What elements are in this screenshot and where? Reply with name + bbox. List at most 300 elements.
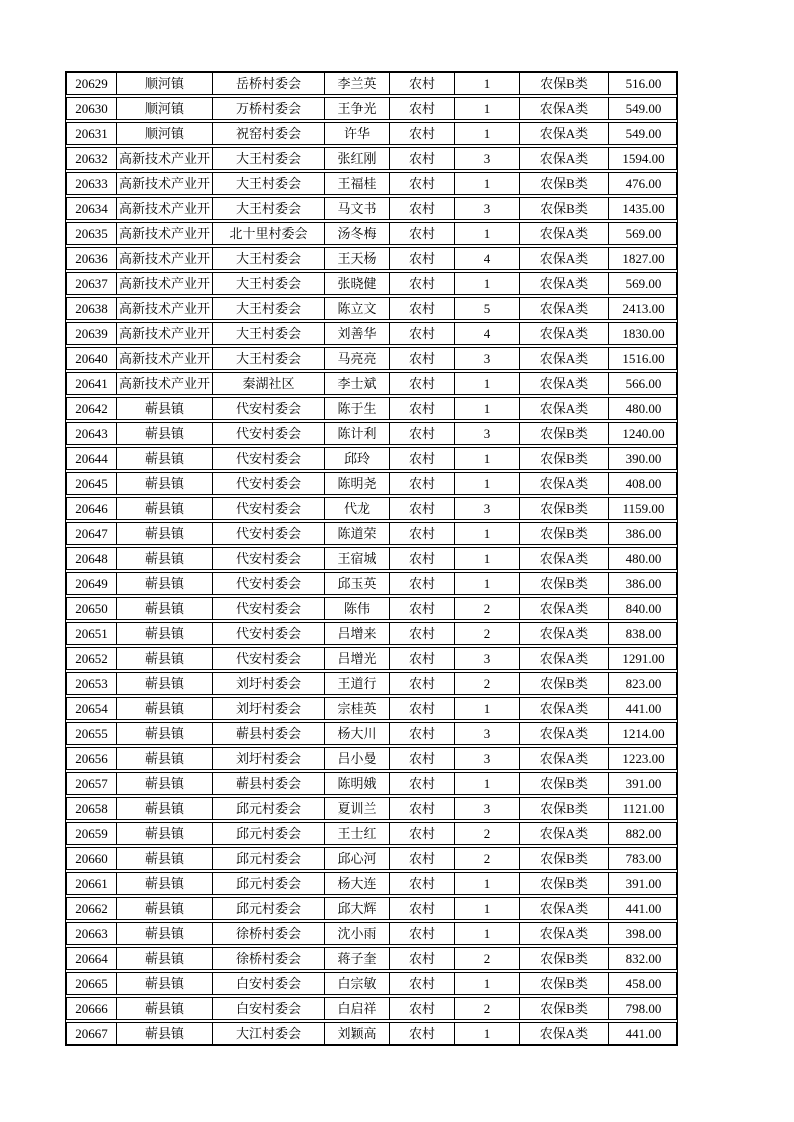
cell-person-name: 王道行 (325, 673, 390, 694)
cell-person-name: 张晓健 (325, 273, 390, 294)
cell-household-type: 农村 (390, 373, 455, 394)
cell-insurance-category: 农保B类 (520, 448, 609, 469)
table-row (66, 847, 677, 870)
cell-town: 顺河镇 (117, 73, 213, 94)
cell-person-name: 邱心河 (325, 848, 390, 869)
cell-amount: 441.00 (625, 1026, 662, 1041)
cell-town: 蕲县镇 (117, 648, 213, 669)
cell-serial: 20655 (67, 723, 117, 744)
cell-household-type: 农村 (390, 598, 455, 619)
cell-insurance-category: 农保B类 (520, 798, 609, 819)
cell-insurance-category: 农保A类 (520, 148, 609, 169)
cell-person-count: 2 (455, 848, 520, 869)
cell-person-name: 汤冬梅 (325, 223, 390, 244)
cell-serial: 20664 (67, 948, 117, 969)
cell-amount: 480.00 (625, 551, 662, 566)
cell-serial: 20648 (67, 548, 117, 569)
cell-household-type: 农村 (390, 198, 455, 219)
cell-person-count: 4 (455, 248, 520, 269)
cell-person-name: 王福桂 (325, 173, 390, 194)
cell-person-name: 宗桂英 (325, 698, 390, 719)
cell-insurance-category: 农保A类 (520, 98, 609, 119)
cell-household-type: 农村 (390, 98, 455, 119)
cell-village: 万桥村委会 (213, 98, 325, 119)
cell-insurance-category: 农保A类 (520, 473, 609, 494)
table-row (66, 222, 677, 245)
cell-household-type: 农村 (390, 573, 455, 594)
cell-village: 大王村委会 (213, 273, 325, 294)
cell-insurance-category: 农保A类 (520, 898, 609, 919)
cell-town: 高新技术产业开 (117, 373, 213, 394)
cell-household-type: 农村 (390, 823, 455, 844)
cell-town: 蕲县镇 (117, 873, 213, 894)
cell-town: 高新技术产业开 (117, 173, 213, 194)
table-row (66, 472, 677, 495)
cell-person-count: 1 (455, 773, 520, 794)
cell-village: 祝窑村委会 (213, 123, 325, 144)
table-row (66, 622, 677, 645)
cell-insurance-category: 农保A类 (520, 548, 609, 569)
cell-town: 蕲县镇 (117, 473, 213, 494)
cell-person-name: 夏训兰 (325, 798, 390, 819)
cell-serial: 20633 (67, 173, 117, 194)
table-row (66, 422, 677, 445)
cell-insurance-category: 农保B类 (520, 573, 609, 594)
cell-serial: 20630 (67, 98, 117, 119)
cell-person-name: 陈道荣 (325, 523, 390, 544)
cell-household-type: 农村 (390, 773, 455, 794)
cell-household-type: 农村 (390, 323, 455, 344)
cell-person-name: 李士斌 (325, 373, 390, 394)
cell-town: 蕲县镇 (117, 698, 213, 719)
cell-village: 秦湖社区 (213, 373, 325, 394)
cell-amount: 398.00 (625, 926, 662, 941)
cell-town: 蕲县镇 (117, 948, 213, 969)
cell-person-count: 1 (455, 448, 520, 469)
cell-household-type: 农村 (390, 423, 455, 444)
cell-town: 蕲县镇 (117, 598, 213, 619)
cell-person-name: 许华 (325, 123, 390, 144)
cell-household-type: 农村 (390, 923, 455, 944)
cell-person-name: 吕增光 (325, 648, 390, 669)
cell-amount: 832.00 (625, 951, 662, 966)
cell-person-count: 3 (455, 648, 520, 669)
cell-serial: 20652 (67, 648, 117, 669)
cell-village: 代安村委会 (213, 498, 325, 519)
cell-amount: 476.00 (625, 176, 662, 191)
table-row (66, 872, 677, 895)
cell-person-count: 3 (455, 748, 520, 769)
cell-town: 高新技术产业开 (117, 148, 213, 169)
table-row (66, 397, 677, 420)
cell-person-count: 1 (455, 373, 520, 394)
cell-household-type: 农村 (390, 73, 455, 94)
cell-town: 蕲县镇 (117, 923, 213, 944)
cell-amount: 391.00 (625, 876, 662, 891)
table-row (66, 722, 677, 745)
cell-person-name: 沈小雨 (325, 923, 390, 944)
cell-village: 代安村委会 (213, 473, 325, 494)
cell-household-type: 农村 (390, 998, 455, 1019)
cell-village: 大王村委会 (213, 148, 325, 169)
cell-person-count: 2 (455, 673, 520, 694)
cell-amount: 823.00 (625, 676, 662, 691)
cell-town: 蕲县镇 (117, 823, 213, 844)
cell-town: 蕲县镇 (117, 798, 213, 819)
cell-amount: 1240.00 (622, 426, 665, 441)
cell-household-type: 农村 (390, 673, 455, 694)
cell-insurance-category: 农保A类 (520, 598, 609, 619)
cell-village: 邱元村委会 (213, 898, 325, 919)
cell-household-type: 农村 (390, 523, 455, 544)
cell-village: 大江村委会 (213, 1023, 325, 1044)
cell-serial: 20646 (67, 498, 117, 519)
cell-insurance-category: 农保A类 (520, 648, 609, 669)
cell-household-type: 农村 (390, 273, 455, 294)
cell-person-count: 1 (455, 973, 520, 994)
cell-serial: 20634 (67, 198, 117, 219)
cell-village: 代安村委会 (213, 548, 325, 569)
cell-person-name: 白宗敏 (325, 973, 390, 994)
cell-insurance-category: 农保B类 (520, 773, 609, 794)
cell-serial: 20662 (67, 898, 117, 919)
cell-household-type: 农村 (390, 1023, 455, 1044)
cell-household-type: 农村 (390, 723, 455, 744)
cell-household-type: 农村 (390, 448, 455, 469)
cell-serial: 20647 (67, 523, 117, 544)
cell-insurance-category: 农保A类 (520, 323, 609, 344)
cell-insurance-category: 农保B类 (520, 173, 609, 194)
cell-amount: 783.00 (625, 851, 662, 866)
cell-amount: 549.00 (625, 101, 662, 116)
table-row (66, 372, 677, 395)
cell-insurance-category: 农保B类 (520, 848, 609, 869)
cell-amount: 1594.00 (622, 151, 665, 166)
cell-household-type: 农村 (390, 123, 455, 144)
cell-serial: 20651 (67, 623, 117, 644)
cell-serial: 20644 (67, 448, 117, 469)
cell-serial: 20661 (67, 873, 117, 894)
cell-person-count: 5 (455, 298, 520, 319)
cell-person-count: 1 (455, 873, 520, 894)
table-row (66, 297, 677, 320)
table-row (66, 697, 677, 720)
cell-amount: 391.00 (625, 776, 662, 791)
cell-household-type: 农村 (390, 648, 455, 669)
cell-insurance-category: 农保B类 (520, 673, 609, 694)
table-row (66, 247, 677, 270)
cell-village: 邱元村委会 (213, 823, 325, 844)
cell-person-count: 3 (455, 348, 520, 369)
cell-village: 大王村委会 (213, 348, 325, 369)
cell-household-type: 农村 (390, 623, 455, 644)
cell-person-name: 王争光 (325, 98, 390, 119)
cell-person-name: 邱玉英 (325, 573, 390, 594)
cell-serial: 20645 (67, 473, 117, 494)
cell-serial: 20663 (67, 923, 117, 944)
cell-village: 代安村委会 (213, 598, 325, 619)
cell-person-count: 1 (455, 398, 520, 419)
cell-household-type: 农村 (390, 698, 455, 719)
cell-serial: 20629 (67, 73, 117, 94)
cell-person-name: 王士红 (325, 823, 390, 844)
cell-amount: 441.00 (625, 901, 662, 916)
cell-amount: 390.00 (625, 451, 662, 466)
cell-insurance-category: 农保B类 (520, 198, 609, 219)
table-row (66, 647, 677, 670)
cell-household-type: 农村 (390, 223, 455, 244)
cell-person-name: 陈计利 (325, 423, 390, 444)
cell-person-count: 1 (455, 898, 520, 919)
cell-household-type: 农村 (390, 798, 455, 819)
cell-amount: 798.00 (625, 1001, 662, 1016)
cell-insurance-category: 农保A类 (520, 298, 609, 319)
cell-person-name: 李兰英 (325, 73, 390, 94)
cell-village: 大王村委会 (213, 323, 325, 344)
cell-person-count: 2 (455, 948, 520, 969)
cell-person-name: 代龙 (325, 498, 390, 519)
cell-amount: 441.00 (625, 701, 662, 716)
cell-person-count: 2 (455, 623, 520, 644)
cell-serial: 20638 (67, 298, 117, 319)
cell-insurance-category: 农保B类 (520, 873, 609, 894)
table-row (66, 597, 677, 620)
table-row (66, 797, 677, 820)
cell-insurance-category: 农保B类 (520, 973, 609, 994)
cell-town: 蕲县镇 (117, 1023, 213, 1044)
table-row (66, 497, 677, 520)
cell-town: 蕲县镇 (117, 448, 213, 469)
cell-amount: 1121.00 (622, 801, 665, 816)
cell-person-count: 1 (455, 523, 520, 544)
cell-amount: 386.00 (625, 576, 662, 591)
cell-insurance-category: 农保A类 (520, 398, 609, 419)
cell-village: 邱元村委会 (213, 848, 325, 869)
table-row (66, 547, 677, 570)
cell-person-count: 1 (455, 73, 520, 94)
cell-insurance-category: 农保A类 (520, 723, 609, 744)
cell-village: 邱元村委会 (213, 873, 325, 894)
cell-person-count: 3 (455, 198, 520, 219)
cell-serial: 20659 (67, 823, 117, 844)
cell-insurance-category: 农保A类 (520, 348, 609, 369)
cell-person-name: 马文书 (325, 198, 390, 219)
cell-serial: 20660 (67, 848, 117, 869)
cell-amount: 480.00 (625, 401, 662, 416)
cell-person-name: 刘颖高 (325, 1023, 390, 1044)
table-row (66, 72, 677, 95)
cell-person-name: 陈立文 (325, 298, 390, 319)
cell-village: 大王村委会 (213, 248, 325, 269)
table-row (66, 572, 677, 595)
cell-person-name: 邱大辉 (325, 898, 390, 919)
cell-insurance-category: 农保A类 (520, 248, 609, 269)
cell-person-count: 1 (455, 548, 520, 569)
cell-town: 蕲县镇 (117, 898, 213, 919)
table-row (66, 197, 677, 220)
cell-village: 徐桥村委会 (213, 923, 325, 944)
cell-household-type: 农村 (390, 548, 455, 569)
cell-person-name: 邱玲 (325, 448, 390, 469)
cell-person-name: 刘善华 (325, 323, 390, 344)
cell-village: 代安村委会 (213, 623, 325, 644)
cell-serial: 20654 (67, 698, 117, 719)
cell-serial: 20667 (67, 1023, 117, 1044)
cell-town: 蕲县镇 (117, 523, 213, 544)
cell-amount: 566.00 (625, 376, 662, 391)
cell-amount: 1435.00 (622, 201, 665, 216)
cell-serial: 20650 (67, 598, 117, 619)
table-row (66, 97, 677, 120)
table-row (66, 772, 677, 795)
table-row (66, 897, 677, 920)
cell-insurance-category: 农保B类 (520, 73, 609, 94)
cell-serial: 20632 (67, 148, 117, 169)
cell-person-count: 1 (455, 698, 520, 719)
cell-household-type: 农村 (390, 248, 455, 269)
table-row (66, 672, 677, 695)
cell-village: 代安村委会 (213, 398, 325, 419)
cell-person-name: 陈伟 (325, 598, 390, 619)
cell-town: 高新技术产业开 (117, 223, 213, 244)
cell-serial: 20631 (67, 123, 117, 144)
cell-village: 代安村委会 (213, 573, 325, 594)
cell-village: 蕲县村委会 (213, 773, 325, 794)
table-row (66, 947, 677, 970)
cell-person-name: 白启祥 (325, 998, 390, 1019)
cell-household-type: 农村 (390, 973, 455, 994)
cell-household-type: 农村 (390, 298, 455, 319)
cell-amount: 840.00 (625, 601, 662, 616)
cell-insurance-category: 农保A类 (520, 1023, 609, 1044)
cell-village: 大王村委会 (213, 298, 325, 319)
cell-town: 高新技术产业开 (117, 273, 213, 294)
cell-serial: 20649 (67, 573, 117, 594)
table-row (66, 447, 677, 470)
cell-serial: 20657 (67, 773, 117, 794)
cell-village: 大王村委会 (213, 173, 325, 194)
cell-town: 高新技术产业开 (117, 198, 213, 219)
cell-household-type: 农村 (390, 873, 455, 894)
table-row (66, 347, 677, 370)
cell-amount: 2413.00 (622, 301, 665, 316)
records-table (65, 71, 678, 1046)
cell-insurance-category: 农保B类 (520, 998, 609, 1019)
cell-village: 白安村委会 (213, 973, 325, 994)
cell-serial: 20639 (67, 323, 117, 344)
cell-amount: 1291.00 (622, 651, 665, 666)
cell-town: 高新技术产业开 (117, 348, 213, 369)
cell-serial: 20636 (67, 248, 117, 269)
cell-village: 蕲县村委会 (213, 723, 325, 744)
cell-person-count: 2 (455, 998, 520, 1019)
cell-amount: 882.00 (625, 826, 662, 841)
cell-village: 北十里村委会 (213, 223, 325, 244)
cell-serial: 20653 (67, 673, 117, 694)
cell-amount: 569.00 (625, 226, 662, 241)
cell-household-type: 农村 (390, 473, 455, 494)
cell-person-count: 1 (455, 123, 520, 144)
cell-serial: 20637 (67, 273, 117, 294)
cell-person-name: 陈明尧 (325, 473, 390, 494)
cell-insurance-category: 农保B类 (520, 498, 609, 519)
cell-village: 大王村委会 (213, 198, 325, 219)
cell-serial: 20641 (67, 373, 117, 394)
cell-person-count: 1 (455, 223, 520, 244)
cell-person-name: 张红刚 (325, 148, 390, 169)
cell-person-name: 陈于生 (325, 398, 390, 419)
cell-person-count: 3 (455, 498, 520, 519)
cell-amount: 1827.00 (622, 251, 665, 266)
cell-amount: 569.00 (625, 276, 662, 291)
cell-insurance-category: 农保A类 (520, 923, 609, 944)
cell-person-count: 1 (455, 98, 520, 119)
cell-village: 岳桥村委会 (213, 73, 325, 94)
table-row (66, 822, 677, 845)
cell-amount: 1830.00 (622, 326, 665, 341)
cell-person-count: 2 (455, 823, 520, 844)
cell-amount: 1223.00 (622, 751, 665, 766)
cell-person-name: 王宿城 (325, 548, 390, 569)
cell-insurance-category: 农保A类 (520, 373, 609, 394)
cell-household-type: 农村 (390, 148, 455, 169)
cell-amount: 1516.00 (622, 351, 665, 366)
cell-household-type: 农村 (390, 748, 455, 769)
cell-person-count: 2 (455, 598, 520, 619)
cell-town: 蕲县镇 (117, 848, 213, 869)
cell-amount: 516.00 (625, 76, 662, 91)
cell-person-count: 3 (455, 423, 520, 444)
table-row (66, 272, 677, 295)
cell-person-name: 马亮亮 (325, 348, 390, 369)
cell-household-type: 农村 (390, 848, 455, 869)
cell-town: 蕲县镇 (117, 498, 213, 519)
cell-town: 蕲县镇 (117, 423, 213, 444)
cell-amount: 458.00 (625, 976, 662, 991)
cell-town: 蕲县镇 (117, 673, 213, 694)
cell-village: 代安村委会 (213, 523, 325, 544)
cell-insurance-category: 农保A类 (520, 748, 609, 769)
cell-amount: 1159.00 (622, 501, 665, 516)
cell-serial: 20640 (67, 348, 117, 369)
cell-serial: 20665 (67, 973, 117, 994)
cell-person-count: 1 (455, 1023, 520, 1044)
cell-household-type: 农村 (390, 348, 455, 369)
cell-household-type: 农村 (390, 898, 455, 919)
cell-town: 高新技术产业开 (117, 323, 213, 344)
cell-person-count: 3 (455, 798, 520, 819)
table-row (66, 922, 677, 945)
cell-person-count: 1 (455, 573, 520, 594)
cell-serial: 20666 (67, 998, 117, 1019)
cell-insurance-category: 农保B类 (520, 523, 609, 544)
cell-amount: 1214.00 (622, 726, 665, 741)
cell-town: 蕲县镇 (117, 723, 213, 744)
cell-serial: 20658 (67, 798, 117, 819)
table-row (66, 747, 677, 770)
cell-town: 顺河镇 (117, 123, 213, 144)
cell-person-name: 杨大川 (325, 723, 390, 744)
cell-town: 顺河镇 (117, 98, 213, 119)
cell-household-type: 农村 (390, 498, 455, 519)
cell-insurance-category: 农保A类 (520, 823, 609, 844)
cell-village: 代安村委会 (213, 448, 325, 469)
cell-insurance-category: 农保B类 (520, 948, 609, 969)
cell-amount: 408.00 (625, 476, 662, 491)
cell-person-name: 吕增来 (325, 623, 390, 644)
cell-town: 蕲县镇 (117, 548, 213, 569)
cell-serial: 20635 (67, 223, 117, 244)
